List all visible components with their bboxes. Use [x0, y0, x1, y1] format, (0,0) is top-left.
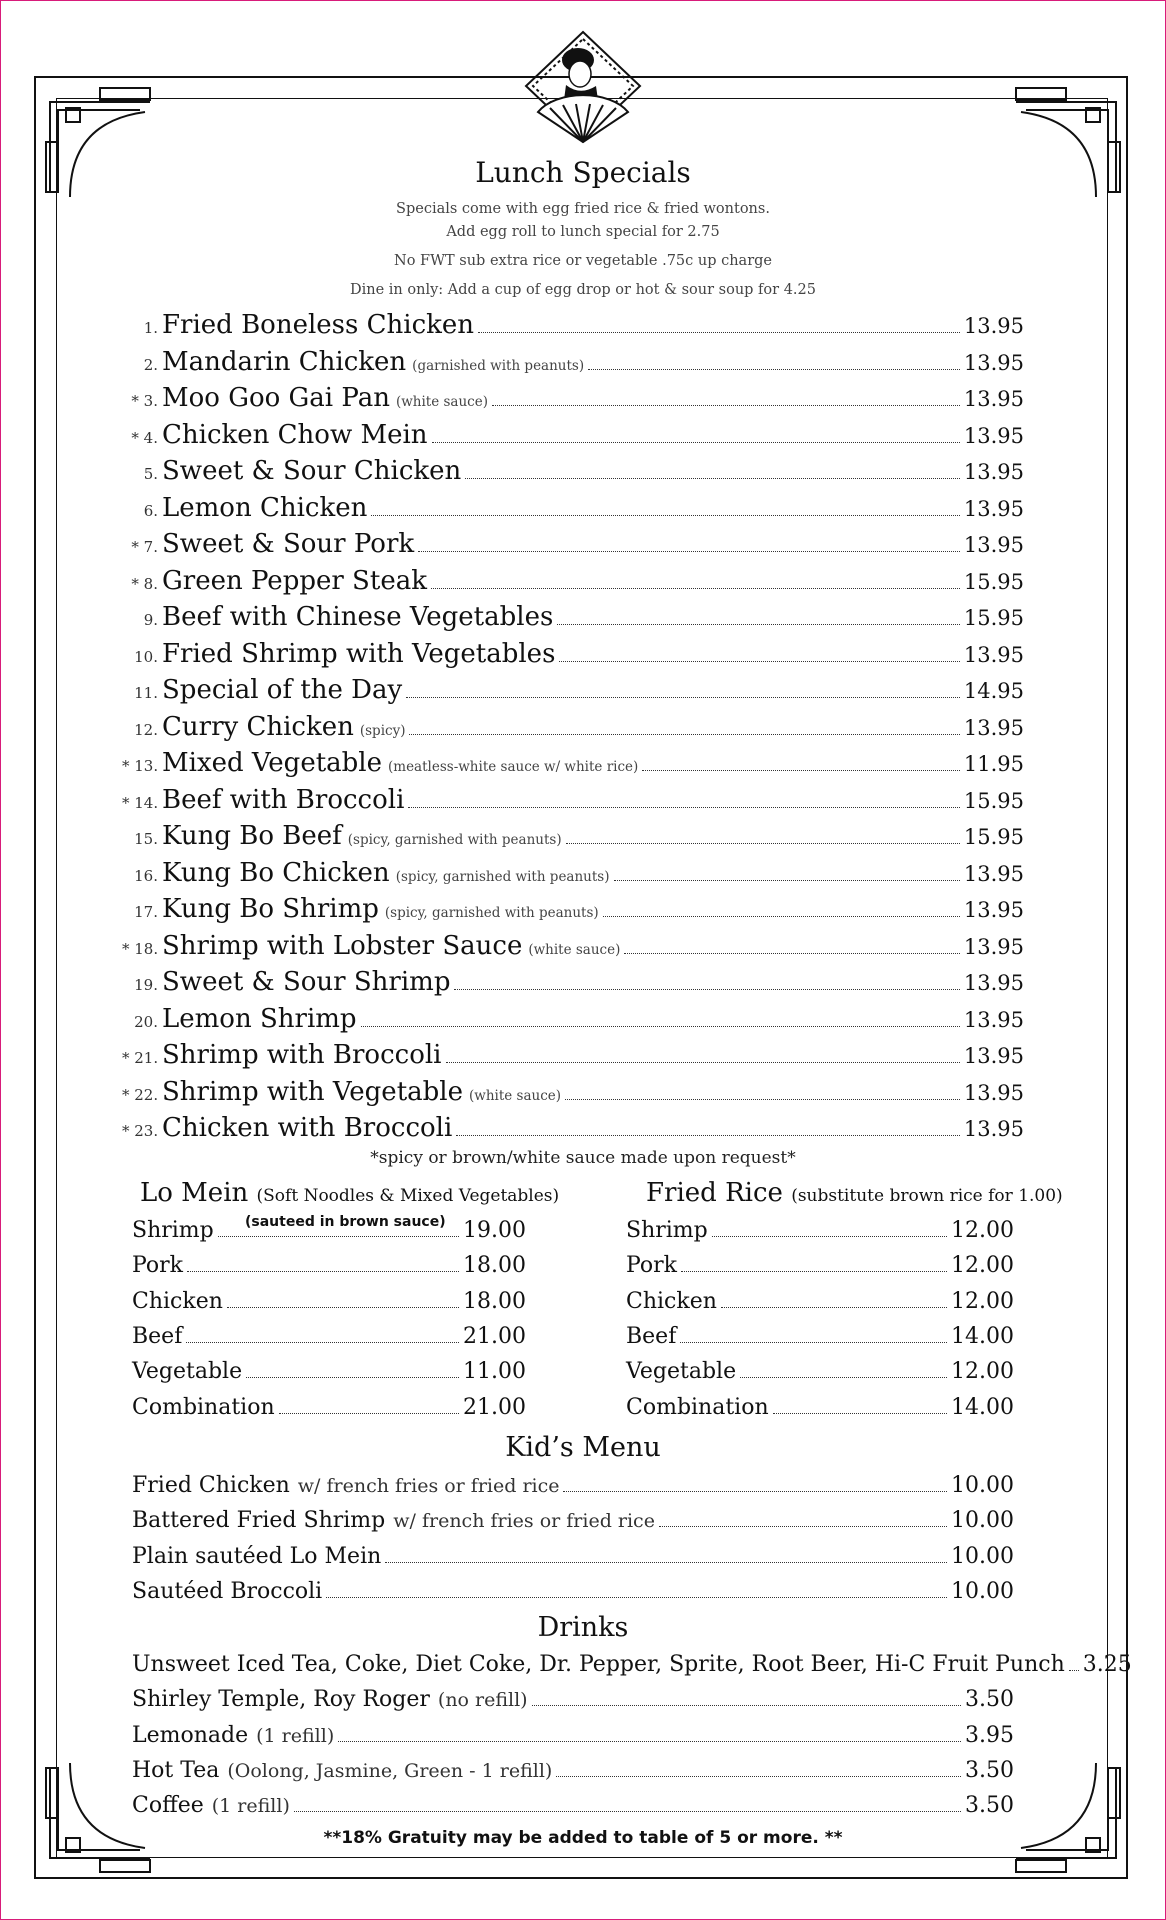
item-price: 13.95: [963, 898, 1024, 922]
item-number: * 8.: [131, 574, 158, 593]
dot-leader: [454, 989, 959, 990]
item-price: 14.95: [963, 679, 1024, 703]
dot-leader: [681, 1271, 947, 1272]
item-note: (Oolong, Jasmine, Green - 1 refill): [227, 1759, 553, 1782]
dot-leader: [187, 1271, 459, 1272]
item-name: Lemon Shrimp: [162, 1003, 357, 1034]
item-price: 10.00: [951, 1508, 1014, 1534]
lunch-note: Dine in only: Add a cup of egg drop or hot & sour soup for 4.25: [350, 282, 816, 298]
menu-item: [626, 1289, 1014, 1315]
lunch-specials-title: Lunch Specials: [475, 156, 691, 189]
item-number: 19.: [134, 976, 158, 994]
item-note: w/ french fries or fried rice: [297, 1475, 560, 1497]
item-price: 10.00: [951, 1543, 1014, 1569]
dot-leader: [603, 916, 960, 917]
item-number: 5.: [143, 465, 158, 483]
item-number: * 21.: [122, 1049, 159, 1067]
dot-leader: [566, 843, 960, 844]
item-note: (1 refill): [256, 1724, 335, 1747]
lunch-item: [122, 310, 1024, 344]
fried-rice-heading: Fried Rice: [646, 1178, 783, 1208]
item-name: Shirley Temple, Roy Roger: [132, 1687, 430, 1713]
lunch-item: [122, 1113, 1024, 1147]
menu-item: [132, 1395, 526, 1421]
fried-rice-title: [646, 1178, 1063, 1208]
lunch-item: [122, 529, 1024, 563]
dot-leader: [246, 1377, 459, 1378]
fried-rice-subtitle: (substitute brown rice for 1.00): [791, 1186, 1063, 1206]
item-name: Kung Bo Shrimp: [162, 894, 379, 924]
menu-item: [132, 1473, 1014, 1499]
lunch-item: [122, 383, 1024, 417]
item-name: Chicken Chow Mein: [162, 419, 428, 450]
item-number: * 18.: [122, 939, 159, 958]
lunch-item: [122, 821, 1024, 855]
lunch-item: [122, 931, 1024, 965]
item-price: 14.00: [951, 1323, 1014, 1349]
dot-leader: [326, 1597, 947, 1598]
menu-item: [132, 1687, 1014, 1713]
item-price: 13.95: [963, 533, 1024, 557]
item-name: Beef: [626, 1323, 677, 1349]
item-name: Pork: [132, 1253, 184, 1279]
item-number: 12.: [134, 720, 158, 739]
item-name: Shrimp with Vegetable: [162, 1076, 463, 1107]
dot-leader: [773, 1413, 947, 1414]
item-number: * 7.: [131, 538, 158, 556]
item-name: Sautéed Broccoli: [132, 1578, 323, 1604]
lunch-note: Specials come with egg fried rice & fried wontons.: [396, 201, 770, 217]
item-price: 13.95: [963, 934, 1024, 959]
item-note: (spicy): [359, 722, 406, 739]
dot-leader: [478, 332, 960, 333]
item-price: 19.00: [463, 1218, 526, 1243]
item-name: Mandarin Chicken: [162, 346, 407, 377]
item-price: 13.95: [963, 1007, 1024, 1032]
item-price: 13.95: [963, 1117, 1024, 1141]
item-name: Shrimp with Lobster Sauce: [162, 930, 523, 961]
item-price: 3.50: [965, 1757, 1014, 1783]
item-name: Hot Tea: [132, 1757, 220, 1783]
menu-item: [132, 1324, 526, 1350]
menu-item: [132, 1758, 1014, 1784]
item-price: 15.95: [963, 606, 1024, 630]
lunch-item: [122, 967, 1024, 1001]
lunch-note: No FWT sub extra rice or vegetable .75c up charge: [394, 253, 772, 269]
lunch-item: [122, 748, 1024, 782]
dot-leader: [431, 588, 960, 589]
menu-item: [626, 1395, 1014, 1421]
item-name: Chicken with Broccoli: [162, 1113, 453, 1143]
item-number: 9.: [143, 611, 158, 629]
corner-ornament-bottom-right: [1006, 1758, 1126, 1878]
item-price: 15.95: [963, 788, 1024, 813]
item-price: 13.95: [963, 423, 1024, 448]
dot-leader: [659, 1526, 947, 1527]
item-name: Sweet & Sour Chicken: [162, 456, 462, 486]
dot-leader: [227, 1307, 459, 1308]
item-note: (spicy, garnished with peanuts): [347, 832, 562, 848]
item-price: 21.00: [463, 1394, 526, 1420]
item-name: Fried Chicken: [132, 1473, 290, 1498]
lunch-item: [122, 1040, 1024, 1074]
dot-leader: [406, 697, 960, 698]
item-number: * 23.: [122, 1122, 159, 1140]
item-number: 1.: [143, 319, 158, 337]
menu-item: [132, 1544, 1014, 1570]
dot-leader: [465, 478, 960, 479]
item-note: (meatless-white sauce w/ white rice): [388, 759, 639, 775]
menu-item: [132, 1508, 1014, 1534]
item-price: 11.00: [463, 1359, 526, 1385]
dot-leader: [456, 1135, 960, 1136]
item-note: (1 refill): [211, 1795, 290, 1818]
lunch-item: [122, 712, 1024, 746]
item-price: 3.50: [965, 1687, 1014, 1713]
kids-menu-title: Kid’s Menu: [505, 1432, 661, 1463]
item-number: 20.: [134, 1012, 158, 1031]
menu-item: [626, 1253, 1014, 1279]
item-price: 12.00: [951, 1253, 1014, 1279]
item-name: Curry Chicken: [162, 711, 354, 742]
item-price: 10.00: [951, 1473, 1014, 1498]
lo-mein-subnote: (sauteed in brown sauce): [245, 1214, 446, 1230]
item-name: Kung Bo Beef: [162, 821, 342, 851]
dot-leader: [712, 1236, 947, 1237]
item-price: 21.00: [463, 1323, 526, 1349]
menu-item: [132, 1359, 526, 1385]
dot-leader: [492, 405, 960, 406]
dot-leader: [361, 1026, 960, 1027]
item-price: 3.25: [1082, 1652, 1132, 1677]
item-name: Pork: [626, 1253, 678, 1279]
item-number: 2.: [143, 355, 158, 374]
item-number: 15.: [134, 830, 158, 848]
item-note: (white sauce): [528, 941, 621, 958]
gratuity-footer: **18% Gratuity may be added to table of 5 or more. **: [323, 1828, 843, 1848]
item-name: Special of the Day: [162, 675, 403, 705]
dot-leader: [371, 515, 960, 516]
item-number: 10.: [134, 647, 158, 666]
item-name: Chicken: [626, 1288, 717, 1314]
lunch-item: [122, 566, 1024, 600]
lo-mein-heading: Lo Mein: [140, 1178, 249, 1208]
item-note: (white sauce): [469, 1087, 562, 1104]
item-number: 17.: [134, 903, 158, 921]
dot-leader: [385, 1562, 947, 1563]
item-number: * 14.: [122, 793, 159, 812]
dot-leader: [279, 1413, 459, 1414]
dot-leader: [1069, 1670, 1079, 1671]
dot-leader: [559, 661, 959, 662]
lunch-item: [122, 894, 1024, 928]
item-price: 13.95: [963, 460, 1024, 484]
item-name: Sweet & Sour Pork: [162, 529, 415, 559]
lunch-item: [122, 675, 1024, 709]
lunch-item: [122, 1004, 1024, 1038]
dot-leader: [740, 1377, 947, 1378]
menu-item: [132, 1579, 1014, 1605]
item-name: Unsweet Iced Tea, Coke, Diet Coke, Dr. Pepper, Sprite, Root Beer, Hi-C Fruit Punch: [132, 1652, 1065, 1677]
item-price: 13.95: [963, 496, 1024, 521]
dot-leader: [294, 1811, 961, 1812]
item-name: Beef with Broccoli: [162, 784, 405, 815]
dot-leader: [721, 1307, 947, 1308]
drinks-title: Drinks: [537, 1612, 629, 1643]
lo-mein-title: [140, 1178, 559, 1208]
item-name: Lemonade: [132, 1722, 249, 1748]
item-price: 18.00: [463, 1253, 526, 1279]
lunch-item: [122, 420, 1024, 454]
item-name: Battered Fried Shrimp: [132, 1508, 386, 1534]
item-number: * 22.: [122, 1085, 159, 1104]
lunch-item: [122, 639, 1024, 673]
item-name: Fried Boneless Chicken: [162, 310, 475, 340]
lunch-item: [122, 785, 1024, 819]
item-name: Kung Bo Chicken: [162, 857, 390, 888]
item-price: 15.95: [963, 825, 1024, 849]
dot-leader: [218, 1236, 459, 1237]
item-price: 13.95: [963, 387, 1024, 411]
item-name: Beef with Chinese Vegetables: [162, 602, 554, 632]
item-price: 3.50: [965, 1793, 1014, 1819]
lo-mein-subtitle: (Soft Noodles & Mixed Vegetables): [256, 1186, 560, 1206]
item-note: (white sauce): [395, 394, 488, 410]
dot-leader: [409, 734, 959, 735]
dot-leader: [680, 1342, 947, 1343]
item-note: (spicy, garnished with peanuts): [384, 905, 599, 921]
item-price: 12.00: [951, 1288, 1014, 1314]
item-name: Vegetable: [132, 1359, 243, 1385]
menu-item: [626, 1359, 1014, 1385]
item-note: (garnished with peanuts): [412, 357, 585, 374]
dot-leader: [614, 880, 960, 881]
item-price: 13.95: [963, 1044, 1024, 1068]
dot-leader: [532, 1705, 961, 1706]
item-name: Fried Shrimp with Vegetables: [162, 638, 556, 669]
item-name: Coffee: [132, 1793, 204, 1819]
menu-item: [132, 1723, 1014, 1749]
item-name: Moo Goo Gai Pan: [162, 383, 390, 413]
menu-item: [626, 1218, 1014, 1244]
lunch-item: [122, 1077, 1024, 1111]
item-number: 11.: [134, 684, 158, 702]
dot-leader: [642, 770, 960, 771]
item-name: Chicken: [132, 1288, 223, 1314]
item-number: 6.: [143, 501, 158, 520]
item-price: 13.95: [963, 350, 1024, 375]
item-number: 16.: [134, 866, 158, 885]
dot-leader: [556, 1776, 961, 1777]
menu-item: [132, 1793, 1014, 1819]
geisha-fan-logo: [518, 30, 648, 148]
dot-leader: [446, 1062, 960, 1063]
item-number: * 3.: [131, 392, 158, 410]
item-price: 13.95: [963, 861, 1024, 886]
lunch-item: [122, 602, 1024, 636]
item-name: Lemon Chicken: [162, 492, 368, 523]
item-name: Vegetable: [626, 1359, 737, 1385]
item-price: 15.95: [963, 569, 1024, 594]
lunch-item: [122, 493, 1024, 527]
item-price: 12.00: [951, 1218, 1014, 1243]
lunch-item: [122, 456, 1024, 490]
item-name: Sweet & Sour Shrimp: [162, 967, 451, 997]
dot-leader: [186, 1342, 459, 1343]
item-name: Plain sautéed Lo Mein: [132, 1543, 382, 1569]
menu-item: [626, 1324, 1014, 1350]
dot-leader: [338, 1741, 961, 1742]
item-price: 10.00: [951, 1578, 1014, 1604]
item-price: 13.95: [963, 1080, 1024, 1105]
dot-leader: [418, 551, 960, 552]
item-price: 13.95: [963, 642, 1024, 667]
item-name: Mixed Vegetable: [162, 748, 382, 778]
item-note: w/ french fries or fried rice: [393, 1510, 655, 1533]
menu-item: [132, 1253, 526, 1279]
item-price: 18.00: [463, 1288, 526, 1314]
item-note: (no refill): [437, 1689, 528, 1712]
item-name: Shrimp: [626, 1218, 708, 1243]
menu-item: [132, 1652, 1132, 1678]
dot-leader: [565, 1099, 960, 1100]
item-price: 3.95: [965, 1722, 1014, 1748]
item-name: Shrimp: [132, 1218, 214, 1243]
item-price: 14.00: [951, 1394, 1014, 1420]
dot-leader: [588, 369, 960, 370]
lunch-item: [122, 347, 1024, 381]
item-number: * 13.: [122, 757, 159, 775]
item-name: Combination: [132, 1394, 275, 1420]
menu-item: [132, 1289, 526, 1315]
dot-leader: [624, 953, 960, 954]
lunch-footnote: *spicy or brown/white sauce made upon request*: [370, 1148, 796, 1168]
dot-leader: [432, 442, 960, 443]
dot-leader: [557, 624, 960, 625]
item-price: 12.00: [951, 1359, 1014, 1385]
item-number: * 4.: [131, 428, 158, 447]
lunch-item: [122, 858, 1024, 892]
dot-leader: [408, 807, 959, 808]
item-price: 13.95: [963, 715, 1024, 740]
item-name: Combination: [626, 1394, 769, 1420]
menu-item: [132, 1218, 526, 1244]
item-name: Green Pepper Steak: [162, 565, 427, 596]
dot-leader: [563, 1491, 947, 1492]
item-name: Beef: [132, 1323, 183, 1349]
item-price: 11.95: [963, 752, 1024, 776]
lunch-note: Add egg roll to lunch special for 2.75: [446, 224, 720, 240]
item-note: (spicy, garnished with peanuts): [395, 868, 610, 885]
item-price: 13.95: [963, 314, 1024, 338]
item-price: 13.95: [963, 971, 1024, 995]
item-name: Shrimp with Broccoli: [162, 1040, 442, 1070]
